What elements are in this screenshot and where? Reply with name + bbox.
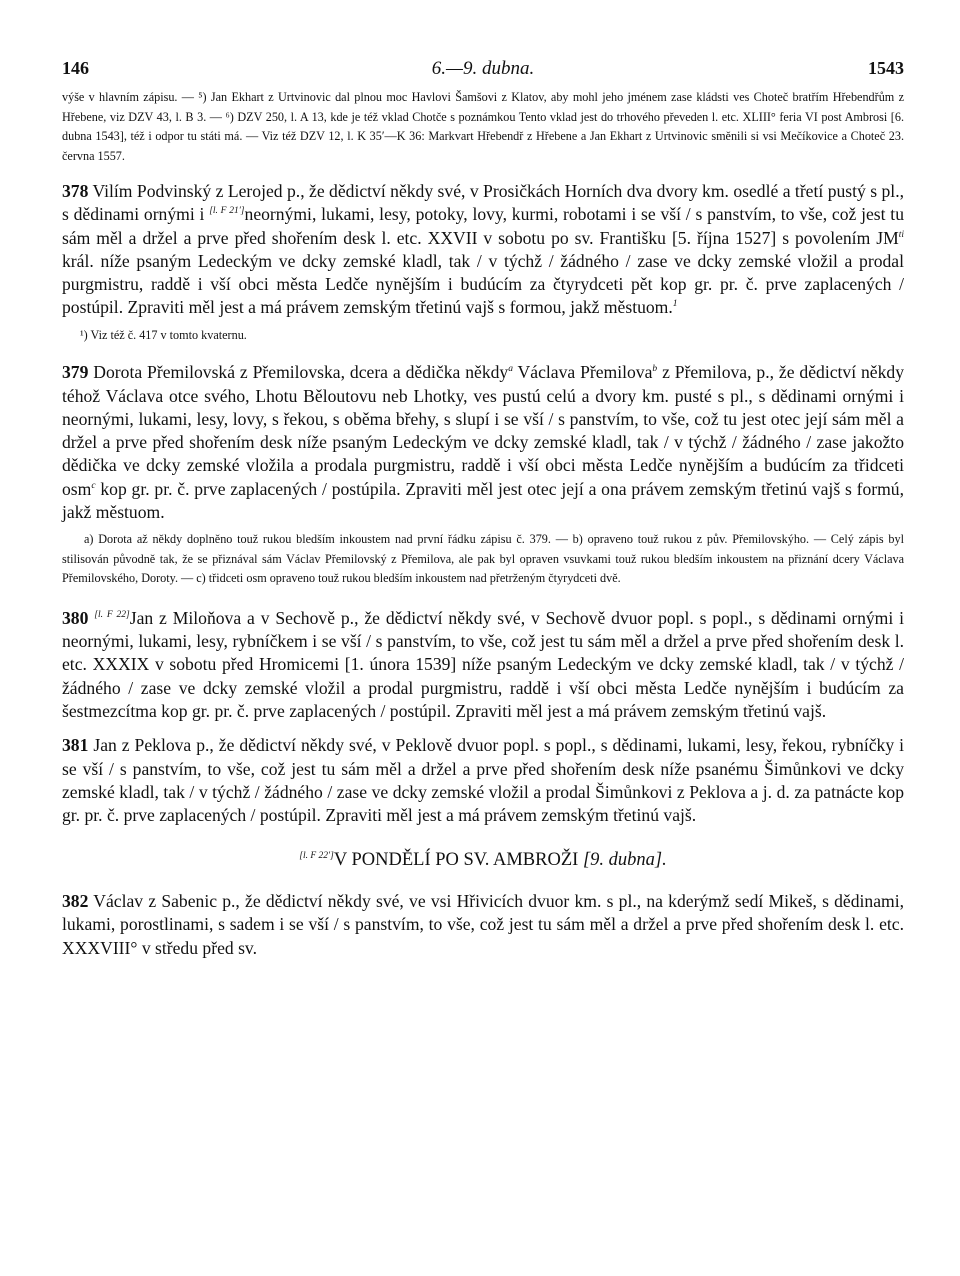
entry-number: 378 [62, 181, 89, 201]
document-page [62, 48, 904, 960]
page-number: 146 [62, 58, 89, 78]
folio-mark: [l. F 22] [94, 609, 130, 620]
entry-number: 382 [62, 891, 89, 912]
record-number: 1543 [868, 58, 904, 78]
entry-number: 380 [62, 607, 89, 628]
entry-number: 379 [62, 362, 89, 383]
entry-379: 379 Dorota Přemilovská z Přemilovska, dcera a dědička někdy$^a$ Václava Přemilova$^b$ z Přemilova, p., že dědictví někdy téhož Václava otce svého, Lhotu Běloutovu neb Lhotky, ves pustú celú a dvory km. pusté s pl., s dědinami ornými i neornými, lukami, lesy, lovy, s řekou, s oběma břehy, s slupí i se vší / s panstvím, to vše, což tu jest otec její sám měl a držel a prve před shořením desk níže psaným Ledeckým ve dcky zemské kladl, tak / v týchž / žádného / zase jakožto dědička ve dcky zemské vložila a prodala purgmistru, raddě i vší obci města Ledče nynějším a budúcím za třidceti osm$^c$ kop gr. pr. č. prve zaplacených / postúpila. Zpraviti měl jest otec její a ona právem zemským třetinú vajš s formú, jakž městuom. [62, 362, 904, 523]
folio-mark: [l. F 22′] [299, 850, 334, 861]
note-378: ¹) Viz též č. 417 v tomto kvaternu. [80, 327, 247, 342]
entry-378: 378 Vilím Podvinský z Lerojed p., že dědictví někdy své, v Prosičkách Horních dva dvory km. osedlé a třetí pustý s pl., s dědinami ornými i [l. F 21′]neornými, lukami, lesy, potoky, lovy, kurmi, robotami i se vší / s panstvím, to vše, což jest tu sám měl a držel a prve před shořením desk l. etc. XXVII v sobotu po sv. Františku [5. října 1527] s povolením $JM^{ti}$ král. níže psaným Ledeckým ve dcky zemské kladl, tak / v týchž / žádného / zase ve dcky zemské vložil a prodal purgmistru, raddě i vší obci města Ledče nynějším i budúcím za čtyrydceti pět kop gr. pr. č. prve zaplacených / postúpil. Zpraviti měl jest a má právem zemským třetinú vajš s formou, jakž městuom.$^1$ [62, 181, 904, 318]
note-379: a) Dorota až někdy doplněno touž rukou bledším inkoustem nad první řádku zápisu č. 379. — b) opraveno touž rukou z pův. Přemilovskýho. — Celý zápis byl stilisován původně tak, že se přiznával sám Václav Přemilovský z Přemilova, ale pak byl opraven vsuvkami touž rukou bledším inkoustem na přiznání dcery Václava Přemilovského, Doroty. — c) třidceti osm opraveno touž rukou bledším inkoustem nad přetrženým čtyrydceti dvě. [62, 532, 904, 586]
page-header [62, 48, 904, 88]
footnotes-top: výše v hlavním zápisu. — ⁵) Jan Ekhart z Urtvinovic dal plnou moc Havlovi Šamšovi z Klatov, aby mohl jeho jménem zase kládsti ves Choteč bratřím Hřebendřům z Hřebene, viz DZV 43, l. B 3. — ⁶) DZV 250, l. A 13, kde je též vklad Chotče s poznámkou Tento vklad jest do trhového převeden l. etc. XLIII° feria VI post Ambrosi [6. dubna 1543], též i odpor tu státi má. — Viz též DZV 12, l. K 35′—K 36: Markvart Hřebendř z Hřebene a Jan Ekhart z Urtvinovic směnili si vsi Mečíkovice a Choteč 23. června 1557. [62, 90, 904, 163]
entry-number: 381 [62, 735, 89, 756]
folio-mark: [l. F 21′] [209, 206, 245, 217]
section-heading: [l. F 22′]V PONDĚLÍ PO SV. AMBROŽI [9. dubna]. [299, 849, 667, 870]
entry-382: 382 Václav z Sabenic p., že dědictví někdy své, ve vsi Hřivicích dvuor km. s pl., na kderýmž sedí Mikeš, s dědinami, lukami, porostlinami, s sadem i se vší / s panstvím, to vše, což jest tu sám měl a držel a prve před shořením desk l. etc. XXXVIII° v středu před sv. [62, 891, 904, 958]
running-date: 6.—9. dubna. [431, 58, 535, 79]
entry-380: 380 [l. F 22]Jan z Miloňova a v Sechově p., že dědictví někdy své, v Sechově dvuor popl. s popl., s dědinami ornými i neornými, lukami, lesy, rybníčkem i se vší / s panstvím, to vše, což jest tu sám měl a držel a prve před shořením desk l. etc. XXXIX v sobotu před Hromicemi [1. února 1539] níže psaným Ledeckým ve dcky zemské kladl, tak / v týchž / žádného / zase ve dcky zemské vložil a prodal purgmistru, raddě i vší obci města Ledče nynějším i budúcím za šestmezcítma kop gr. pr. č. prve zaplacených / postúpil. Zpraviti měl jest a má právem zemským třetinú vajš. [62, 607, 904, 722]
entry-381: 381 Jan z Peklova p., že dědictví někdy své, v Peklově dvuor popl. s popl., s dědinami, lukami, lesy, řekou, rybníčky i se vší / s panstvím, to vše, což jest tu sám měl a držel a prve před shořením desk níže psanému Šimůnkovi ve dcky zemské kladl, tak / v týchž / žádného / zase ve dcky zemské vložil a prodal Šimůnkovi z Peklova a j. d. za patnácte kop gr. pr. č. prve zaplacených / postúpil. Zpraviti měl jest a má právem zemským třetinú vajš. [62, 735, 904, 826]
